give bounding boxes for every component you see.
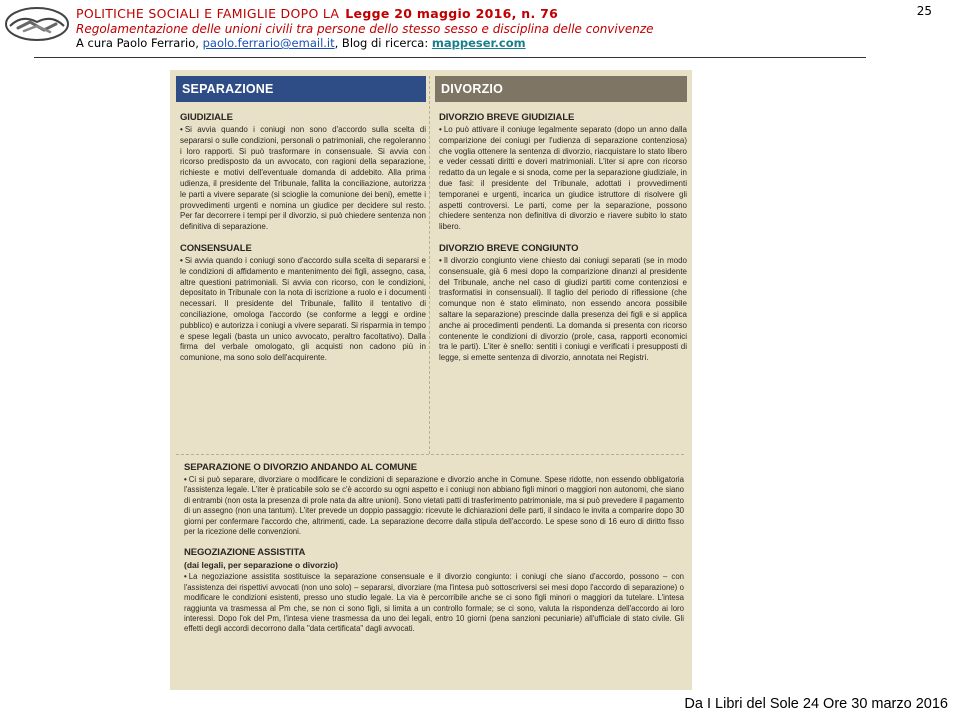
- section-title: NEGOZIAZIONE ASSISTITA: [184, 547, 306, 559]
- section-text: • Il divorzio congiunto viene chiesto dai coniugi separati (se in modo consensuale, già 6 mesi dopo la comparizione dinanzi al presidente del Tribunale, anche nel caso di giudizi partiti come contenziosi e trasformatisi in consensuali). Il taglio del periodo di riflessione (che comunque non è stato eliminato, non essendo ancora possibile saltare la separazione) prescinde dalla presenza dei figli e si applica anche ai procedimenti pendenti. La domanda si presenta con ricorso contenente le condizioni di divorzio (prole, casa, rapporti economici tra le parti). L'iter è snello: sentiti i coniugi e verificati i presupposti di legge, si emette sentenza di divorzio, annotata nei Registri.: [439, 255, 687, 363]
- divorce-column: [435, 70, 687, 364]
- wide-section: [180, 462, 684, 537]
- page-number: 25: [916, 4, 932, 18]
- bullet-icon: •: [439, 125, 442, 134]
- section-divider: [176, 454, 684, 455]
- bullet-icon: •: [184, 475, 187, 484]
- section-title: DIVORZIO BREVE CONGIUNTO: [439, 242, 579, 254]
- divorce-section: [435, 243, 687, 364]
- section-title: DIVORZIO BREVE GIUDIZIALE: [439, 112, 575, 123]
- header-divider: [34, 57, 866, 58]
- section-text: • La negoziazione assistita sostituisce la separazione consensuale e il divorzio congiunto: i coniugi che siano d'accordo, possono – con l'assistenza dei rispettivi avvocati (non uno solo) – separarsi, divorziare (ma l'intesa può sottoscriversi sei mesi dopo l'accordo di separazione) o modificare le condizioni esistenti, presso uno studio legale. La via è percorribile anche se ci sono figli minori o maggiori da tutelare. L'intesa raggiunta va trasmessa al Pm che, se non ci sono figli, si limita a un controllo formale; se ci sono, valuta la rispondenza dell'accordo ai loro interessi. Dopo l'ok del Pm, l'intesa viene trasmessa da uno dei legali, entro 10 giorni (pena sanzioni pecuniarie) all'ufficiale di stato civile. Gli effetti degli accordi decorrono dalla "data certificata" dagli avvocati.: [184, 572, 684, 634]
- curated-by-label: A cura Paolo Ferrario,: [76, 36, 199, 50]
- section-text: • Ci si può separare, divorziare o modificare le condizioni di separazione e divorzio anche in Comune. Spese ridotte, non essendo obbligatoria l'assistenza legale. L'iter è praticabile solo se c'è accordo su ogni aspetto e i coniugi non abbiano figli minori o maggiori non autonomi, che siano di entrambi (non osta la presenza di prole nata da altre unioni). Sono vietati patti di trasferimento patrimoniale, ma si può prevedere il pagamento di un assegno (non una tantum). L'iter prevede un doppio passaggio: ricevute le dichiarazioni delle parti, il sindaco le invita a comparire dopo 30 giorni per confermare l'accordo che, altrimenti, cade. La separazione decorre dalla stipula dell'accordo. Le spese sono di 16 euro di diritto fisso per la ricezione delle convenzioni.: [184, 475, 684, 537]
- newspaper-clipping: [170, 70, 692, 690]
- divorce-section: [435, 112, 687, 233]
- wide-sections: [180, 460, 684, 635]
- separation-section: [176, 243, 426, 364]
- separation-section: [176, 112, 426, 233]
- bullet-icon: •: [184, 572, 187, 582]
- section-title: SEPARAZIONE O DIVORZIO ANDANDO AL COMUNE: [184, 462, 417, 473]
- section-text: • Si avvia quando i coniugi sono d'accordo sulla scelta di separarsi e le condizioni di affidamento e mantenimento dei figli, assegno, casa, altre questioni patrimoniali. Si avvia con ricorso, con le condizioni, depositato in Tribunale con la nota di iscrizione a ruolo e i documenti necessari. Il presidente del Tribunale, fallito il tentativo di conciliazione, omologa l'accordo (se conforme a leggi e ordine pubblico) e autorizza i coniugi a vivere separati. Si risparmia in tempo e spese legali (basta un unico avvocato, peraltro facoltativo). Dalla firma del verbale omologato, gli acquisti non cadono più in comunione, ma sono solo dell'acquirente.: [180, 255, 426, 363]
- section-title: GIUDIZIALE: [180, 112, 233, 123]
- separation-banner: SEPARAZIONE: [176, 76, 426, 102]
- section-subtitle: (dai legali, per separazione o divorzio): [184, 560, 338, 571]
- bullet-icon: •: [439, 255, 442, 265]
- column-divider: [429, 76, 430, 454]
- law-reference: Legge 20 maggio 2016, n. 76: [345, 6, 559, 21]
- section-text: • Si avvia quando i coniugi non sono d'accordo sulla scelta di separarsi o sulle condizioni, personali o patrimoniali, che regoleranno i loro rapporti. Si può trasformare in consensuale. Si avvia con ricorso predisposto da un avvocato, con ragioni della separazione, richieste e motivi dell'eventuale domanda di addebito. Alla prima udienza, il presidente del Tribunale, fallita la conciliazione, autorizza le parti a vivere separate (si scioglie la comunione dei beni), emette i provvedimenti urgenti e nomina un giudice per decidere sul resto. Per far decorrere i tempi per il divorzio, si può chiedere sentenza non definitiva di separazione.: [180, 125, 426, 232]
- source-caption: Da I Libri del Sole 24 Ore 30 marzo 2016: [684, 696, 948, 712]
- bullet-icon: •: [180, 255, 183, 265]
- divorce-banner: DIVORZIO: [435, 76, 687, 102]
- author-email-link[interactable]: paolo.ferrario@email.it: [202, 36, 335, 50]
- wide-section: [180, 547, 684, 634]
- handshake-logo-icon: [4, 4, 70, 44]
- bullet-icon: •: [180, 125, 183, 134]
- section-text: • Lo può attivare il coniuge legalmente separato (dopo un anno dalla comparizione dei coniugi per l'udienza di separazione contenziosa) che voglia ottenere la sentenza di divorzio, riacquistare lo stato libero e veder cessati diritti e doveri matrimoniali. L'iter si apre con ricorso redatto da un legale e si snoda, come per la separazione giudiziale, in due fasi: il presidente del Tribunale, adottati i provvedimenti temporanei e urgenti, incarica un giudice istruttore di risolvere gli aspetti controversi. Le parti, come per la separazione, possono chiedere sentenza non definitiva di divorzio e riavere subito lo stato libero.: [439, 125, 687, 232]
- header-title-line: [76, 6, 558, 21]
- separation-column: [176, 70, 426, 364]
- header-title: POLITICHE SOCIALI E FAMIGLIE DOPO LA: [76, 6, 340, 21]
- header-subtitle: Regolamentazione delle unioni civili tra persone dello stesso sesso e disciplina delle convivenze: [76, 22, 654, 36]
- blog-link[interactable]: mappeser.com: [431, 36, 526, 50]
- section-title: CONSENSUALE: [180, 242, 252, 254]
- header-credits: [76, 36, 526, 50]
- blog-label: , Blog di ricerca:: [334, 36, 429, 50]
